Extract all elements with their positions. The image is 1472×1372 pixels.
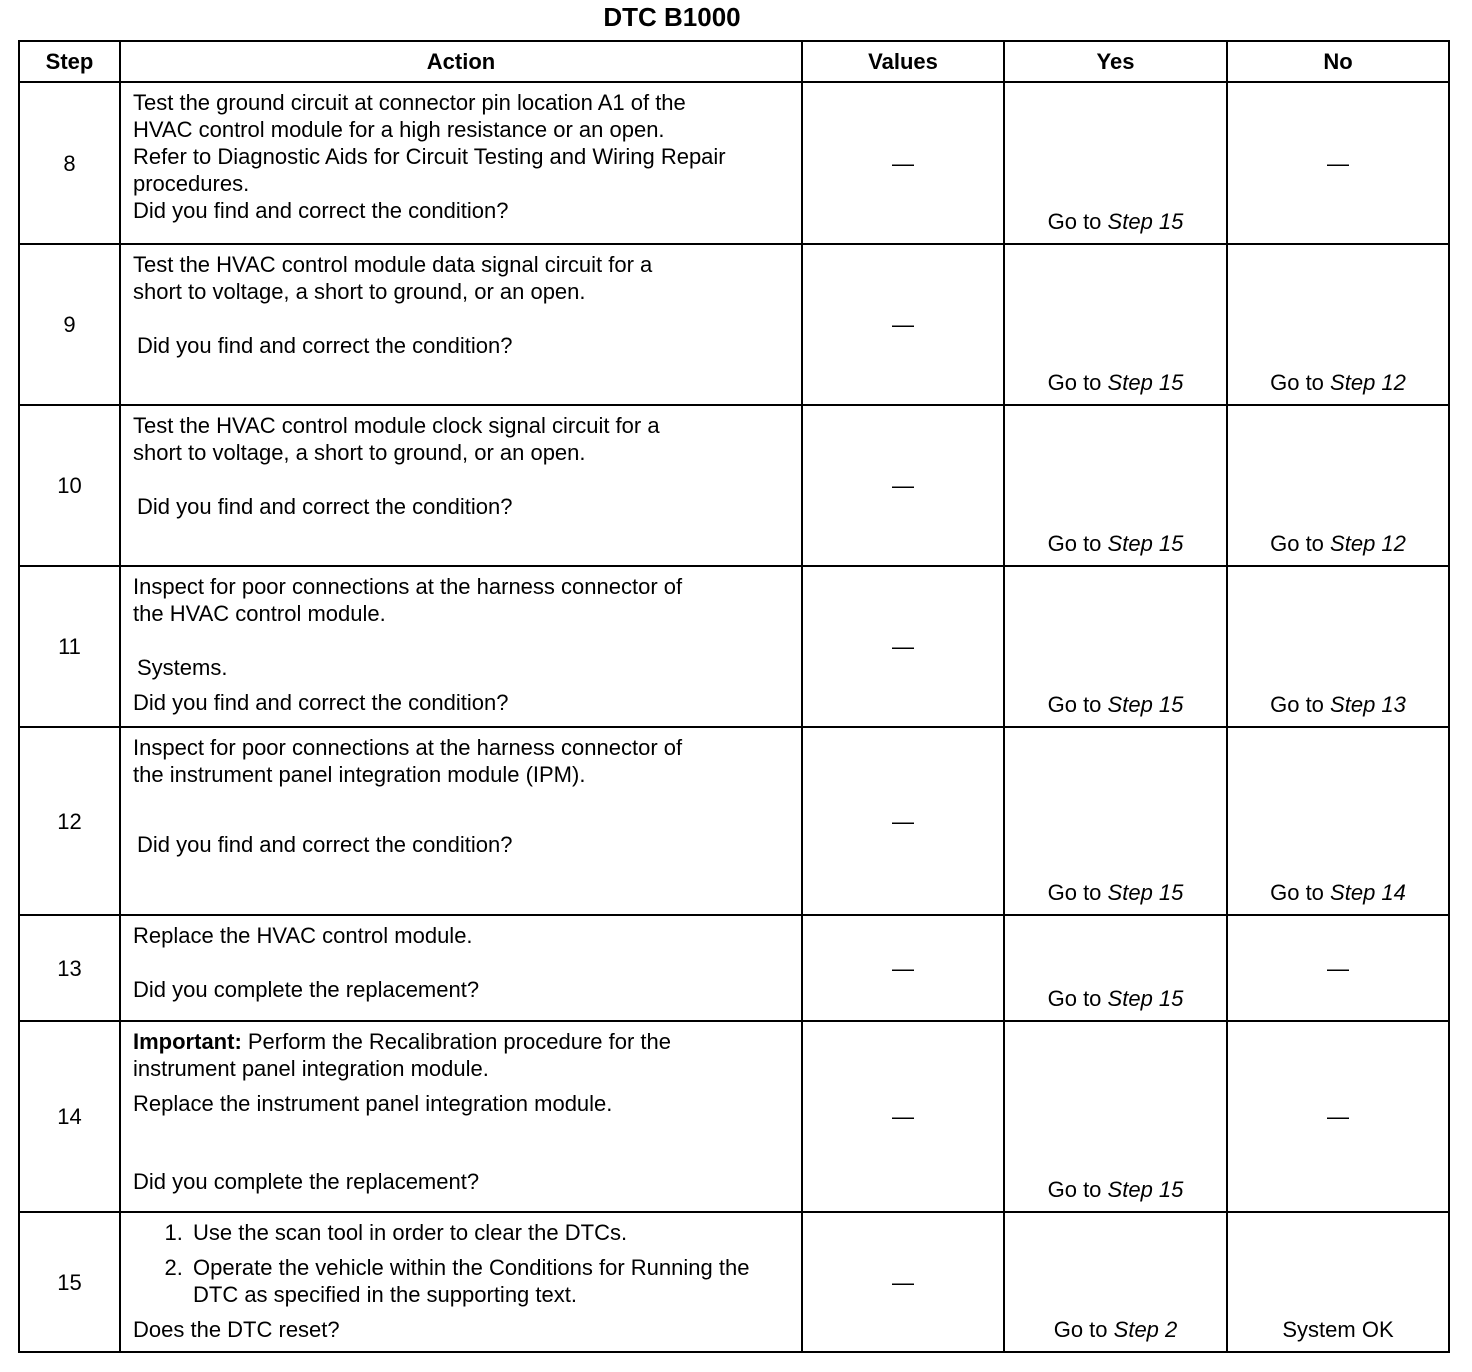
step-number: 13 [19,915,120,1021]
yes-cell [1004,405,1227,566]
yes-cell [1004,915,1227,1021]
action-cell [120,1212,802,1352]
action-question: Did you find and correct the condition? [137,494,513,519]
action-line: Refer to Diagnostic Aids for Circuit Testing and Wiring Repair [133,144,726,169]
yes-cell [1004,82,1227,244]
action-line: Test the HVAC control module clock signal circuit for a [133,413,660,438]
action-question: Did you complete the replacement? [133,977,480,1002]
step-number: 11 [19,566,120,727]
table-row-step-14 [19,1021,1449,1212]
table-row-step-11 [19,566,1449,727]
action-cell [120,915,802,1021]
values-cell: — [802,566,1004,727]
no-cell [1227,727,1449,915]
step-number: 10 [19,405,120,566]
step-reference: Step 15 [1107,531,1184,556]
action-line: Inspect for poor connections at the harness connector of [133,574,683,599]
action-cell [120,405,802,566]
no-cell: — [1227,915,1449,1021]
step-reference: Step 12 [1330,531,1406,556]
table-row-step-9 [19,244,1449,405]
header-action: Action [120,41,802,82]
values-cell: — [802,1212,1004,1352]
no-cell: System OK [1227,1212,1449,1352]
action-line: instrument panel integration module. [133,1056,489,1081]
header-values: Values [802,41,1004,82]
action-line: Systems. [137,655,228,680]
action-question: Does the DTC reset? [133,1317,340,1342]
values-cell: — [802,82,1004,244]
no-cell: — [1227,82,1449,244]
step-reference: Step 15 [1107,370,1184,395]
step-reference: Step 15 [1107,209,1184,234]
values-cell: — [802,405,1004,566]
action-line: short to voltage, a short to ground, or an open. [133,279,586,304]
action-line: the instrument panel integration module (IPM). [133,762,586,787]
action-line: HVAC control module for a high resistance or an open. [133,117,665,142]
go-to-text: Go to [1270,880,1324,905]
no-cell [1227,405,1449,566]
action-line: Test the HVAC control module data signal circuit for a [133,252,653,277]
no-cell [1227,244,1449,405]
go-to-text: Go to [1047,531,1102,556]
table-row-step-15 [19,1212,1449,1352]
action-line: Important: Perform the Recalibration procedure for the [133,1029,671,1054]
header-step: Step [19,41,120,82]
step-number: 8 [19,82,120,244]
list-item: 2. Operate the vehicle within the Conditions for Running the DTC as specified in the supporting text. [189,1254,791,1308]
action-line: the HVAC control module. [133,601,386,626]
yes-cell [1004,1021,1227,1212]
step-number: 14 [19,1021,120,1212]
action-cell [120,82,802,244]
action-line: Replace the instrument panel integration module. [133,1091,613,1116]
action-question: Did you find and correct the condition? [137,333,513,358]
go-to-text: Go to [1047,692,1102,717]
go-to-text: Go to [1047,1177,1102,1202]
action-question: Did you find and correct the condition? [137,832,513,857]
step-number: 9 [19,244,120,405]
table-row-step-13 [19,915,1449,1021]
step-number: 15 [19,1212,120,1352]
page-title: DTC B1000 [603,2,741,32]
procedure-list [133,1219,791,1308]
header-no: No [1227,41,1449,82]
step-reference: Step 15 [1107,692,1184,717]
important-label: Important: [133,1029,242,1054]
action-cell [120,1021,802,1212]
step-reference: Step 14 [1330,880,1406,905]
go-to-text: Go to [1270,692,1324,717]
yes-cell [1004,727,1227,915]
values-cell: — [802,915,1004,1021]
go-to-text: Go to [1047,370,1102,395]
action-line: Test the ground circuit at connector pin location A1 of the [133,90,686,115]
table-row-step-8 [19,82,1449,244]
action-cell [120,727,802,915]
action-cell [120,566,802,727]
go-to-text: Go to [1047,986,1102,1011]
values-cell: — [802,1021,1004,1212]
go-to-text: Go to [1270,370,1324,395]
go-to-text: Go to [1270,531,1324,556]
values-cell: — [802,244,1004,405]
values-cell: — [802,727,1004,915]
action-question: Did you complete the replacement? [133,1169,480,1194]
action-line: Inspect for poor connections at the harness connector of [133,735,683,760]
step-reference: Step 12 [1330,370,1406,395]
action-question: Did you find and correct the condition? [133,690,509,715]
no-cell: — [1227,1021,1449,1212]
step-reference: Step 2 [1113,1317,1178,1342]
action-cell [120,244,802,405]
list-item: 1. Use the scan tool in order to clear the DTCs. [189,1219,791,1246]
no-cell [1227,566,1449,727]
table-row-step-12 [19,727,1449,915]
diagnostic-table [18,40,1450,1353]
yes-cell [1004,1212,1227,1352]
yes-cell [1004,244,1227,405]
step-reference: Step 15 [1107,1177,1184,1202]
action-question: Did you find and correct the condition? [133,198,509,223]
step-number: 12 [19,727,120,915]
table-row-step-10 [19,405,1449,566]
header-row [19,41,1449,82]
yes-cell [1004,566,1227,727]
action-line: Replace the HVAC control module. [133,923,473,948]
go-to-text: Go to [1047,209,1102,234]
action-line: procedures. [133,171,250,196]
header-yes: Yes [1004,41,1227,82]
action-line: short to voltage, a short to ground, or an open. [133,440,586,465]
go-to-text: Go to [1047,880,1102,905]
step-reference: Step 13 [1330,692,1406,717]
go-to-text: Go to [1053,1317,1108,1342]
step-reference: Step 15 [1107,986,1184,1011]
step-reference: Step 15 [1107,880,1184,905]
